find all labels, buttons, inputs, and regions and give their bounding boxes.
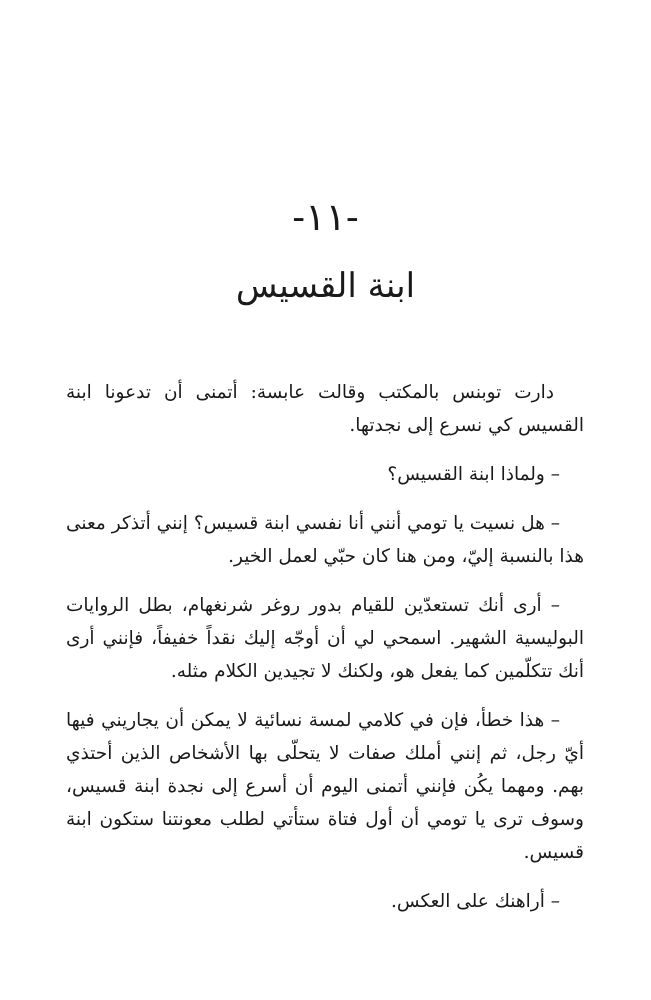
body-text bbox=[66, 376, 584, 934]
paragraph: – أرى أنك تستعدّين للقيام بدور روغر شرنغهام، بطل الروايات البوليسية الشهير. اسمحي لي أن أوجّه إليك نقداً خفيفاً، فإنني أرى أنك تتكلّمين كما يفعل هو، ولكنك لا تجيدين الكلام مثله. bbox=[66, 595, 584, 682]
chapter-number: -١١- bbox=[292, 195, 359, 239]
paragraph: – ولماذا ابنة القسيس؟ bbox=[387, 464, 560, 485]
chapter-title: ابنة القسيس bbox=[235, 266, 416, 306]
paragraph: – هذا خطأ، فإن في كلامي لمسة نسائية لا يمكن أن يجاريني فيها أيّ رجل، ثم إنني أملك صفات لا يتحلّى بها الأشخاص الذين أحتذي بهم. ومهما يكُن فإنني أتمنى اليوم أن أسرع إلى نجدة ابنة قسيس، وسوف ترى يا تومي أن أول فتاة ستأتي لطلب معونتنا ستكون ابنة قسيس. bbox=[66, 710, 584, 863]
paragraph: دارت توبنس بالمكتب وقالت عابسة: أتمنى أن تدعونا ابنة القسيس كي نسرع إلى نجدتها. bbox=[66, 382, 584, 436]
paragraph: – أراهنك على العكس. bbox=[390, 891, 560, 912]
paragraph: – هل نسيت يا تومي أنني أنا نفسي ابنة قسيس؟ إنني أتذكر معنى هذا بالنسبة إليّ، ومن هنا كان حبّي لعمل الخير. bbox=[66, 513, 584, 567]
